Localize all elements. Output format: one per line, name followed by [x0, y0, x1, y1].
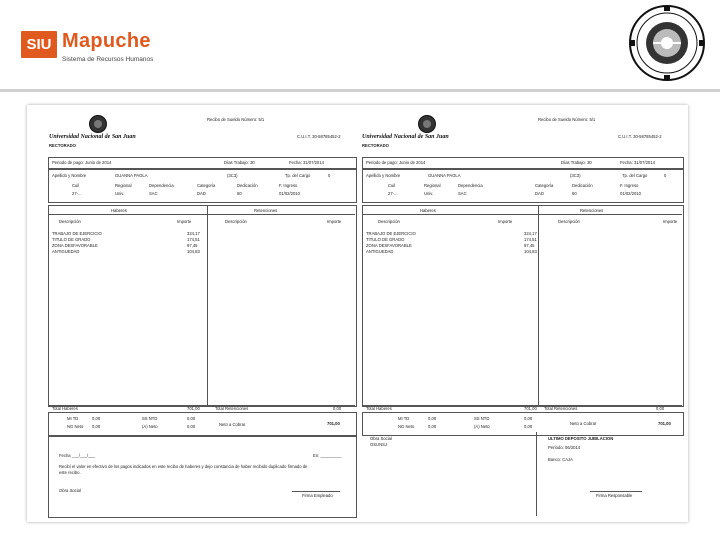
fecha-label: Fecha ___/___/___	[59, 453, 96, 458]
column-divider	[538, 205, 539, 405]
neto-label: Neto a Cobrar	[570, 421, 597, 426]
item-desc: ZONA DESFAVORABLE	[52, 243, 98, 248]
tipo-cargo: Tp. del Cargo	[622, 173, 648, 178]
neto-value: 701,00	[658, 421, 671, 426]
field-value: 01/02/2010	[620, 191, 641, 196]
receipt-number: Recibo de Sueldo Número: 5/1	[538, 117, 596, 122]
col-desc: Descripción	[225, 219, 247, 224]
work-days: Días Trabajo: 30	[561, 160, 592, 165]
totals-divider	[48, 405, 355, 406]
field-value: SAC	[149, 191, 158, 196]
total-haberes: 701,00	[187, 406, 200, 411]
totals-divider	[362, 405, 682, 406]
signature-line	[292, 491, 340, 492]
item-importe: 104,83	[187, 249, 200, 254]
salary-receipt-document	[27, 105, 688, 522]
mi-value: 0,00	[187, 416, 196, 421]
firma-empleado: Firma Empleado	[302, 493, 333, 498]
field-value: SAC	[458, 191, 467, 196]
item-desc: ANTIGUEDAD	[52, 249, 80, 254]
column-divider	[207, 205, 208, 405]
pay-period: Periodo de pago: Junio de 2014	[52, 160, 112, 165]
legajo: (3C3)	[227, 173, 238, 178]
obra-social-label: Obra Social	[370, 436, 392, 441]
item-desc: TRABAJO DE EJERCICIO	[366, 231, 416, 236]
tipo-cargo-value: 0	[328, 173, 331, 178]
item-desc: TRABAJO DE EJERCICIO	[52, 231, 102, 236]
department: RECTORADO	[49, 143, 76, 148]
pay-date: Fecha: 31/07/2014	[289, 160, 324, 165]
col-importe: Importe	[498, 219, 513, 224]
siu-logo: SIU	[21, 31, 57, 58]
item-importe: 324,17	[187, 231, 200, 236]
retenciones-header: Retenciones	[254, 208, 278, 213]
pay-date: Fecha: 31/07/2014	[620, 160, 655, 165]
cuit: C.U.I.T. 30-58785452-2	[297, 134, 341, 139]
item-desc: ZONA DESFAVORABLE	[366, 243, 412, 248]
mi-label: (A) Neto	[474, 424, 490, 429]
cuit: C.U.I.T. 30-58785452-2	[618, 134, 662, 139]
field-label: Dependencia	[149, 183, 174, 188]
mi-label: MI TD	[67, 416, 79, 421]
field-label: F. Ingreso	[279, 183, 298, 188]
university-crest-icon	[418, 115, 436, 133]
col-desc: Descripción	[558, 219, 580, 224]
item-importe: 104,83	[524, 249, 537, 254]
header-divider	[0, 89, 720, 92]
mi-value: 0,00	[524, 416, 533, 421]
haberes-header: Haberes	[111, 208, 127, 213]
name-label: Apellido y Nombre	[52, 173, 87, 178]
mi-label: NG Neto	[67, 424, 84, 429]
item-importe: 174,51	[187, 237, 200, 242]
department: RECTORADO	[362, 143, 389, 148]
col-desc: Descripción	[378, 219, 400, 224]
table-divider	[362, 214, 682, 215]
mi-value: 0,00	[428, 416, 437, 421]
receipt-original	[27, 105, 357, 522]
table-divider	[48, 214, 355, 215]
field-label: Categoría	[197, 183, 216, 188]
field-label: Cuil	[388, 183, 396, 188]
total-haberes-label: Total Haberes	[52, 406, 78, 411]
haberes-header: Haberes	[420, 208, 436, 213]
col-importe: Importe	[663, 219, 678, 224]
neto-label: Neto a Cobrar	[219, 422, 246, 427]
receipt-duplicate	[358, 105, 688, 522]
total-ret-label: Total Retenciones	[544, 406, 578, 411]
item-importe: 174,51	[524, 237, 537, 242]
receipt-number: Recibo de Sueldo Número: 5/1	[207, 117, 265, 122]
total-haberes-label: Total Haberes	[366, 406, 392, 411]
name-label: Apellido y Nombre	[366, 173, 401, 178]
university-crest-icon	[89, 115, 107, 133]
field-value: 27-...	[388, 191, 398, 196]
ultimo-deposito: ULTIMO DEPOSITO JUBILACION	[548, 436, 614, 441]
obra-social: Obra Social	[59, 488, 81, 493]
field-label: Regional	[424, 183, 441, 188]
university-name: Universidad Nacional de San Juan	[362, 134, 449, 140]
university-name: Universidad Nacional de San Juan	[49, 134, 136, 140]
signature-box	[48, 436, 357, 518]
field-label: Cuil	[72, 183, 80, 188]
item-importe: 324,17	[524, 231, 537, 236]
field-value: Univ.	[115, 191, 125, 196]
item-desc: ANTIGUEDAD	[366, 249, 394, 254]
work-days: Días Trabajo: 30	[224, 160, 255, 165]
legajo: (3C3)	[570, 173, 581, 178]
signature-line	[590, 491, 642, 492]
tipo-cargo-value: 0	[664, 173, 667, 178]
firma-responsable: Firma Responsable	[596, 493, 633, 498]
mi-value: 0,00	[428, 424, 437, 429]
mi-value: 0,00	[92, 416, 101, 421]
field-label: Categoría	[535, 183, 554, 188]
pay-period: Periodo de pago: Junio de 2014	[366, 160, 426, 165]
disclaimer: Recibí el valor en efectivo de los pagos indicados en este recibo de haberes y dejo constancia de haber recibido duplicado firmado de este recibo.	[59, 464, 308, 475]
field-label: Dedicación	[237, 183, 258, 188]
total-haberes: 701,00	[524, 406, 537, 411]
field-value: Univ.	[424, 191, 434, 196]
university-seal-icon	[628, 4, 706, 82]
field-value: DAD	[197, 191, 206, 196]
mi-label: NG Neto	[398, 424, 415, 429]
total-ret: 0,00	[333, 406, 342, 411]
col-importe: Importe	[177, 219, 192, 224]
employee-name: GUANNA PAOLA	[428, 173, 461, 178]
mi-value: 0,00	[524, 424, 533, 429]
mi-label: MI TD	[398, 416, 410, 421]
item-importe: 97,45	[187, 243, 198, 248]
field-label: Dependencia	[458, 183, 483, 188]
mi-value: 0,00	[187, 424, 196, 429]
field-value: 60	[572, 191, 577, 196]
total-ret-label: Total Retenciones	[215, 406, 249, 411]
obra-social-value: OSUNSJ	[370, 442, 387, 447]
mi-label: SS NTD	[142, 416, 158, 421]
en-label: En: _________	[313, 453, 342, 458]
field-value: 60	[237, 191, 242, 196]
field-value: 27-...	[72, 191, 82, 196]
mi-label: SS NTD	[474, 416, 490, 421]
field-label: Regional	[115, 183, 132, 188]
periodo-jubilacion: Período: 06/2014	[548, 445, 581, 450]
brand-name: Mapuche	[62, 30, 151, 52]
col-desc: Descripción	[59, 219, 81, 224]
item-desc: TITULO DE GRADO	[52, 237, 91, 242]
field-value: DAD	[535, 191, 544, 196]
employee-name: GUANNA PAOLA	[115, 173, 148, 178]
total-ret: 0,00	[656, 406, 665, 411]
mi-value: 0,00	[92, 424, 101, 429]
tipo-cargo: Tp. del Cargo	[285, 173, 311, 178]
neto-value: 701,00	[327, 421, 340, 426]
field-label: Dedicación	[572, 183, 593, 188]
field-label: F. Ingreso	[620, 183, 639, 188]
retenciones-header: Retenciones	[580, 208, 604, 213]
item-desc: TITULO DE GRADO	[366, 237, 405, 242]
banco-label: Banco: CAJA	[548, 457, 573, 462]
col-importe: Importe	[327, 219, 342, 224]
mi-label: (A) Neto	[142, 424, 158, 429]
brand-subtitle: Sistema de Recursos Humanos	[62, 56, 154, 63]
field-value: 01/02/2010	[279, 191, 300, 196]
item-importe: 97,45	[524, 243, 535, 248]
footer-divider	[536, 432, 537, 516]
